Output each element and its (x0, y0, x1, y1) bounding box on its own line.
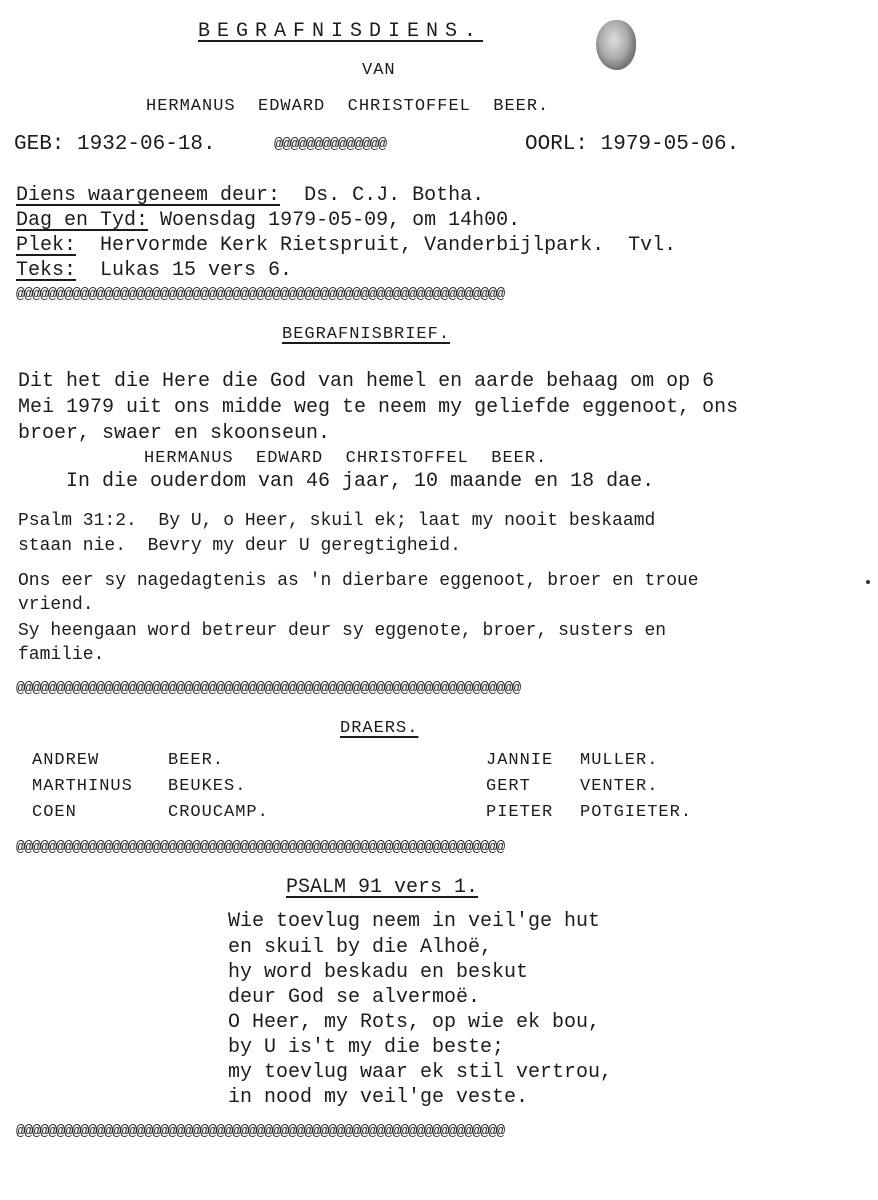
text-label: Teks: (16, 259, 77, 282)
text-row (16, 261, 292, 281)
minister-value: Ds. C.J. Botha. (304, 184, 485, 207)
deceased-name: HERMANUS EDWARD CHRISTOFFEL BEER. (146, 97, 550, 116)
text-value: Lukas 15 vers 6. (100, 259, 293, 282)
place-value: Hervormde Kerk Rietspruit, Vanderbijlpark. Tvl. (100, 234, 677, 257)
date-value: Woensdag 1979-05-09, om 14h00. (160, 209, 521, 232)
mourn-line-2: familie. (18, 645, 105, 665)
separator-2: @@@@@@@@@@@@@@@@@@@@@@@@@@@@@@@@@@@@@@@@@@@@@@@@@@@@@@@@@@@@@@@ (16, 680, 521, 697)
place-label: Plek: (16, 234, 77, 257)
bearer-first-name: COEN (32, 803, 77, 822)
date-label: Dag en Tyd: (16, 209, 149, 232)
bearer-first-name: MARTHINUS (32, 777, 133, 796)
header-separator: @@@@@@@@@@@@@@ (274, 136, 387, 153)
hymn-line: O Heer, my Rots, op wie ek bou, (228, 1011, 601, 1034)
hymn-line: in nood my veil'ge veste. (228, 1086, 529, 1109)
bearers-heading: DRAERS. (340, 719, 419, 738)
hymn-line: by U is't my die beste; (228, 1036, 505, 1059)
age-line: In die ouderdom van 46 jaar, 10 maande en 18 dae. (66, 470, 655, 493)
ink-speck (866, 580, 870, 584)
paper-punch-mark (596, 20, 636, 70)
birth-date: GEB: 1932-06-18. (14, 133, 216, 156)
letter-line-2: Mei 1979 uit ons midde weg te neem my geliefde eggenoot, ons (18, 396, 739, 419)
place-row (16, 236, 676, 256)
date-row (16, 211, 520, 231)
bearer-last-name: BEER. (168, 751, 225, 770)
psalm-quote-line-2: staan nie. Bevry my deur U geregtigheid. (18, 536, 461, 556)
bearer-last-name: VENTER. (580, 777, 659, 796)
hymn-line: hy word beskadu en beskut (228, 961, 529, 984)
letter-deceased-name: HERMANUS EDWARD CHRISTOFFEL BEER. (144, 449, 548, 468)
bearer-last-name: CROUCAMP. (168, 803, 269, 822)
separator-3: @@@@@@@@@@@@@@@@@@@@@@@@@@@@@@@@@@@@@@@@@@@@@@@@@@@@@@@@@@@@@ (16, 839, 505, 856)
bearer-last-name: BEUKES. (168, 777, 247, 796)
separator-4: @@@@@@@@@@@@@@@@@@@@@@@@@@@@@@@@@@@@@@@@@@@@@@@@@@@@@@@@@@@@@ (16, 1123, 505, 1140)
letter-heading: BEGRAFNISBRIEF. (282, 325, 451, 344)
document-title: BEGRAFNISDIENS. (198, 20, 484, 43)
letter-line-3: broer, swaer en skoonseun. (18, 422, 331, 445)
psalm-quote-line-1: Psalm 31:2. By U, o Heer, skuil ek; laat my nooit beskaamd (18, 511, 656, 531)
death-date: OORL: 1979-05-06. (525, 133, 740, 156)
bearer-first-name: PIETER (486, 803, 554, 822)
bearer-last-name: MULLER. (580, 751, 659, 770)
hymn-line: en skuil by die Alhoë, (228, 936, 493, 959)
hymn-line: my toevlug waar ek stil vertrou, (228, 1061, 613, 1084)
van-label: VAN (362, 61, 396, 80)
letter-line-1: Dit het die Here die God van hemel en aarde behaag om op 6 (18, 370, 715, 393)
hymn-heading: PSALM 91 vers 1. (286, 876, 479, 899)
bearer-first-name: ANDREW (32, 751, 100, 770)
minister-row (16, 186, 484, 206)
mourn-line-1: Sy heengaan word betreur deur sy eggenote, broer, susters en (18, 621, 667, 641)
honour-line-2: vriend. (18, 595, 94, 615)
hymn-line: Wie toevlug neem in veil'ge hut (228, 910, 601, 933)
honour-line-1: Ons eer sy nagedagtenis as 'n dierbare eggenoot, broer en troue (18, 571, 699, 591)
separator-1: @@@@@@@@@@@@@@@@@@@@@@@@@@@@@@@@@@@@@@@@@@@@@@@@@@@@@@@@@@@@@ (16, 286, 505, 303)
bearer-first-name: JANNIE (486, 751, 554, 770)
bearer-last-name: POTGIETER. (580, 803, 693, 822)
minister-label: Diens waargeneem deur: (16, 184, 281, 207)
bearer-first-name: GERT (486, 777, 531, 796)
hymn-line: deur God se alvermoë. (228, 986, 481, 1009)
